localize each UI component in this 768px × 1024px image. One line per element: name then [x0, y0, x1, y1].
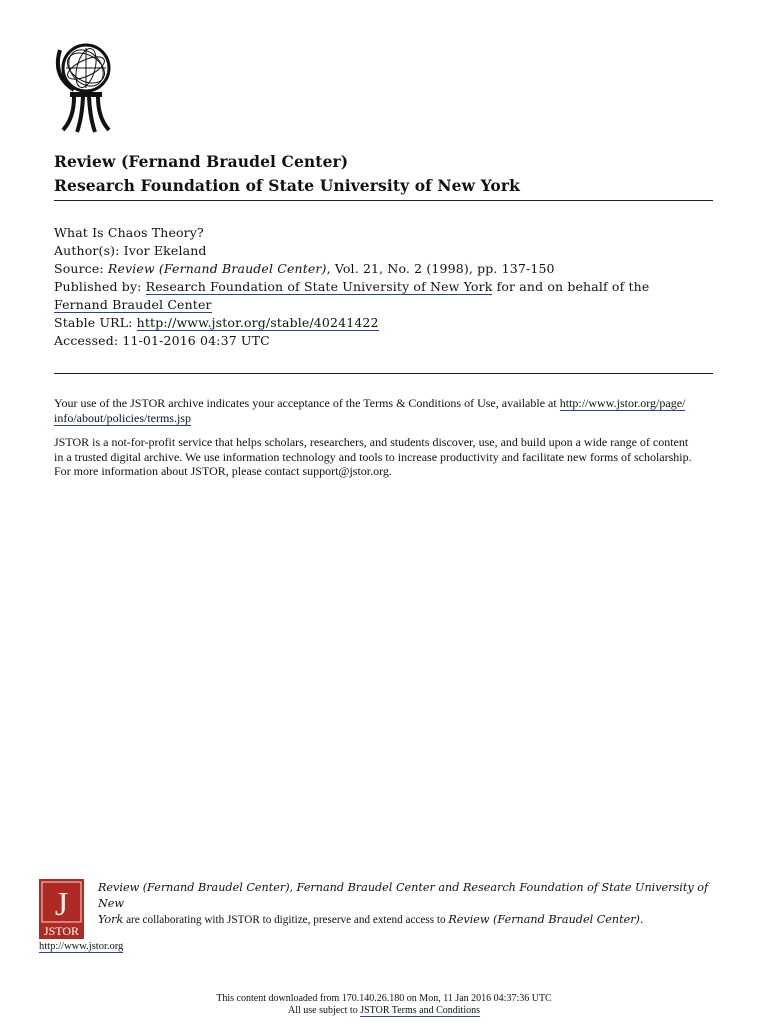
source-details: , Vol. 21, No. 2 (1998), pp. 137-150: [326, 261, 555, 276]
download-line: This content downloaded from 170.140.26.180 on Mon, 11 Jan 2016 04:37:36 UTC: [216, 993, 552, 1004]
jstor-info-paragraph: [54, 435, 714, 479]
terms-text: Your use of the JSTOR archive indicates your acceptance of the Terms & Conditions of Use, available at: [54, 396, 560, 410]
info-line-1: JSTOR is a not-for-profit service that helps scholars, researchers, and students discover, use, and build upon a wide range of content: [54, 435, 689, 449]
article-title: What Is Chaos Theory?: [54, 225, 204, 240]
terms-link-cont[interactable]: info/about/policies/terms.jsp: [54, 410, 191, 425]
info-line-3: For more information about JSTOR, please contact support@jstor.org.: [54, 464, 392, 478]
jstor-logo-icon: [39, 879, 84, 939]
author-name: Ivor Ekeland: [123, 243, 207, 258]
journal-title: Review (Fernand Braudel Center): [54, 152, 349, 171]
stable-url-label: Stable URL:: [54, 315, 133, 330]
published-line: [54, 278, 649, 296]
source-label: Source:: [54, 261, 104, 276]
collab-journal-end: Review (Fernand Braudel Center).: [448, 913, 644, 926]
source-line: [54, 260, 649, 278]
divider-bottom: [54, 373, 713, 374]
terms-prefix: All use subject to: [288, 1005, 361, 1016]
article-metadata: [54, 224, 649, 350]
terms-paragraph: [54, 396, 714, 425]
braudel-center-link[interactable]: Fernand Braudel Center: [54, 297, 212, 312]
published-suffix: for and on behalf of the: [496, 279, 650, 294]
terms-line: [0, 1005, 768, 1017]
download-notice: [0, 993, 768, 1017]
jstor-home-link[interactable]: http://www.jstor.org: [39, 941, 124, 952]
globe-logo-icon: [54, 38, 118, 140]
collab-journals-cont: York: [98, 913, 124, 926]
terms-section: [54, 396, 714, 489]
journal-header: [54, 150, 520, 198]
collab-text: are collaborating with JSTOR to digitize, preserve and extend access to: [123, 914, 449, 926]
publisher-link[interactable]: Research Foundation of State University of New York: [145, 279, 493, 294]
jstor-terms-link[interactable]: JSTOR Terms and Conditions: [360, 1005, 480, 1016]
terms-link[interactable]: http://www.jstor.org/page/: [559, 396, 686, 410]
published-line-2: [54, 296, 649, 314]
collab-journals: Review (Fernand Braudel Center), Fernand Braudel Center and Research Foundation of State University of New: [98, 881, 709, 910]
published-label: Published by:: [54, 279, 142, 294]
collaboration-statement: [98, 880, 718, 928]
author-line: [54, 242, 649, 260]
stable-url-link[interactable]: http://www.jstor.org/stable/40241422: [136, 315, 379, 330]
divider-top: [54, 200, 713, 201]
info-line-2: in a trusted digital archive. We use information technology and tools to increase productivity and facilitate new forms of scholarship.: [54, 449, 692, 464]
jstor-url-link[interactable]: [39, 941, 123, 952]
author-label: Author(s):: [54, 243, 120, 258]
svg-text:J: J: [54, 886, 69, 923]
stable-url-line: [54, 314, 649, 332]
accessed-line: Accessed: 11-01-2016 04:37 UTC: [54, 333, 270, 348]
jstor-logo-text: JSTOR: [43, 924, 80, 938]
journal-publisher: Research Foundation of State University of New York: [54, 176, 520, 195]
source-journal: Review (Fernand Braudel Center): [107, 261, 327, 276]
